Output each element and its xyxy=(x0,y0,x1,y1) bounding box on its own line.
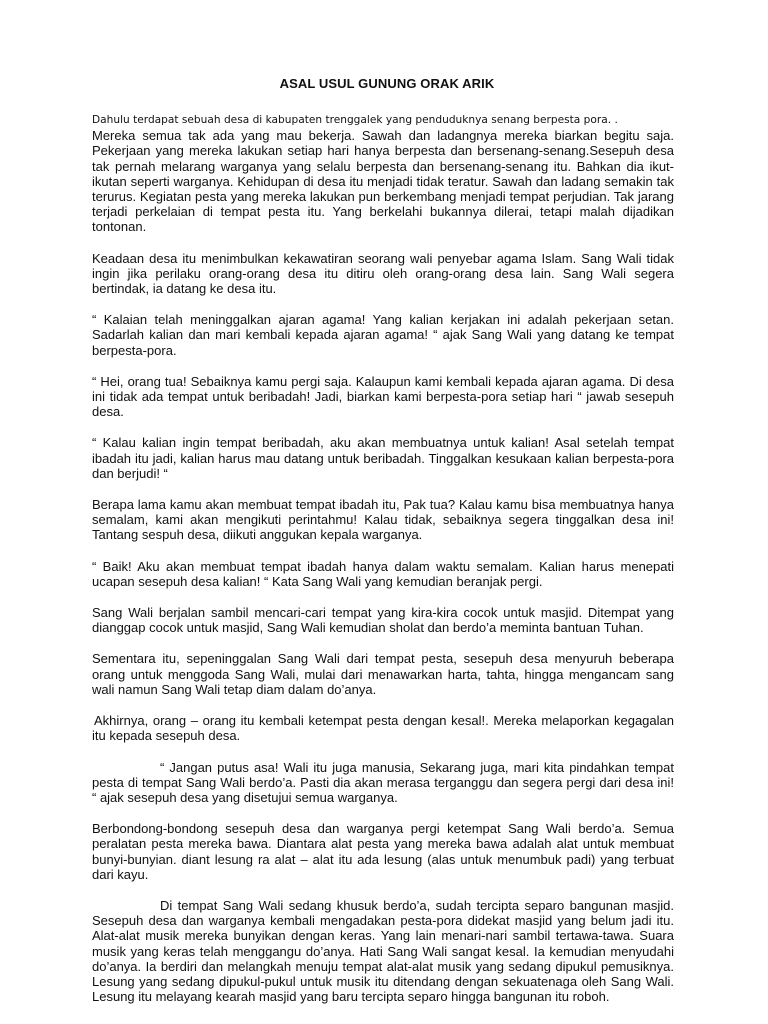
paragraph-6: Berapa lama kamu akan membuat tempat ibadah itu, Pak tua? Kalau kamu bisa membuatnya hanya semalam, kami akan mengikuti perintahmu! Kalau tidak, sebaiknya segera tinggalkan desa ini! Tantang sespuh desa, diikuti anggukan kepala warganya. xyxy=(92,497,674,543)
first-line: Dahulu terdapat sebuah desa di kabupaten trenggalek yang penduduknya senang berpesta pora. . xyxy=(92,114,618,126)
paragraph-10: Akhirnya, orang – orang itu kembali ketempat pesta dengan kesal!. Mereka melaporkan kegagalan itu kepada sesepuh desa. xyxy=(92,713,674,744)
paragraph-4: “ Hei, orang tua! Sebaiknya kamu pergi saja. Kalaupun kami kembali kepada ajaran agama. Di desa ini tidak ada tempat untuk beribadah! Jadi, biarkan kami berpesta-pora setiap hari “ jawab sesepuh desa. xyxy=(92,373,674,420)
paragraph-9: Sementara itu, sepeninggalan Sang Wali dari tempat pesta, sesepuh desa menyuruh beberapa orang untuk menggoda Sang Wali, mulai dari menawarkan harta, tahta, hingga mengancam sang wali namun Sang Wali tetap diam dalam do’anya. xyxy=(92,651,674,697)
paragraph-3: “ Kalaian telah meninggalkan ajaran agama! Yang kalian kerjakan ini adalah pekerjaan setan. Sadarlah kalian dan mari kembali kepada ajaran agama! “ ajak Sang Wali yang datang ke tempat berpesta-pora. xyxy=(92,312,674,358)
document-title: ASAL USUL GUNUNG ORAK ARIK xyxy=(279,76,495,91)
paragraph-5: “ Kalau kalian ingin tempat beribadah, aku akan membuatnya untuk kalian! Asal setelah tempat ibadah itu jadi, kalian harus mau datang untuk beribadah. Tinggalkan kesukaan kalian berpesta-pora dan berjudi! “ xyxy=(92,435,674,481)
document-page xyxy=(92,76,674,1020)
paragraph-13: Di tempat Sang Wali sedang khusuk berdo’a, sudah tercipta separo bangunan masjid. Sesepuh desa dan warganya kembali mengadakan pesta-pora didekat masjid yang belum jadi itu. Alat-alat musik mereka bunyikan dengan keras. Yang lain menari-nari sambil tertawa-tawa. Suara musik yang keras telah menggangu do’anya. Hati Sang Wali sangat kesal. Ia kemudian menyudahi do’anya. Ia berdiri dan melangkah menuju tempat alat-alat musik yang sedang dipukul pemusiknya. Lesung yang sedang dipukul-pukul untuk musik itu ditendang dengan sekuatenaga oleh Sang Wali. Lesung itu melayang kearah masjid yang baru tercipta separo hingga bangunan itu roboh. xyxy=(92,897,674,1005)
paragraph-1: Mereka semua tak ada yang mau bekerja. Sawah dan ladangnya mereka biarkan begitu saja. Pekerjaan yang mereka lakukan setiap hari hanya berpesta dan bersenang-senang.Sesepuh desa tak pernah melarang warganya yang selalu berpesta dan bersenang-senang itu. Bahkan dia ikut-ikutan seperti warganya. Kehidupan di desa itu menjadi tidak teratur. Sawah dan ladang semakin tak terurus. Kegiatan pesta yang mereka lakukan pun berkembang menjadi tempat perjudian. Tak jarang terjadi perkelaian di tempat pesta itu. Yang berkelahi bukannya dilerai, tetapi malah dijadikan tontonan. xyxy=(92,128,674,235)
paragraph-11: “ Jangan putus asa! Wali itu juga manusia, Sekarang juga, mari kita pindahkan tempat pesta di tempat Sang Wali berdo’a. Pasti dia akan merasa terganggu dan segera pergi dari desa ini! “ ajak sesepuh desa yang disetujui semua warganya. xyxy=(92,759,674,805)
paragraph-8: Sang Wali berjalan sambil mencari-cari tempat yang kira-kira cocok untuk masjid. Ditempat yang dianggap cocok untuk masjid, Sang Wali kemudian sholat dan berdo’a meminta bantuan Tuhan. xyxy=(92,605,674,636)
paragraph-12: Berbondong-bondong sesepuh desa dan warganya pergi ketempat Sang Wali berdo’a. Semua peralatan pesta mereka bawa. Diantara alat pesta yang mereka bawa adalah alat untuk membuat bunyi-bunyian. diant lesung ra alat – alat itu ada lesung (alas untuk menumbuk padi) yang terbuat dari kayu. xyxy=(92,821,674,882)
paragraph-2: Keadaan desa itu menimbulkan kekawatiran seorang wali penyebar agama Islam. Sang Wali tidak ingin jika perilaku orang-orang desa itu ditiru oleh orang-orang desa lain. Sang Wali segera bertindak, ia datang ke desa itu. xyxy=(92,250,674,297)
paragraph-7: “ Baik! Aku akan membuat tempat ibadah hanya dalam waktu semalam. Kalian harus menepati ucapan sesepuh desa kalian! “ Kata Sang Wali yang kemudian beranjak pergi. xyxy=(92,558,674,589)
